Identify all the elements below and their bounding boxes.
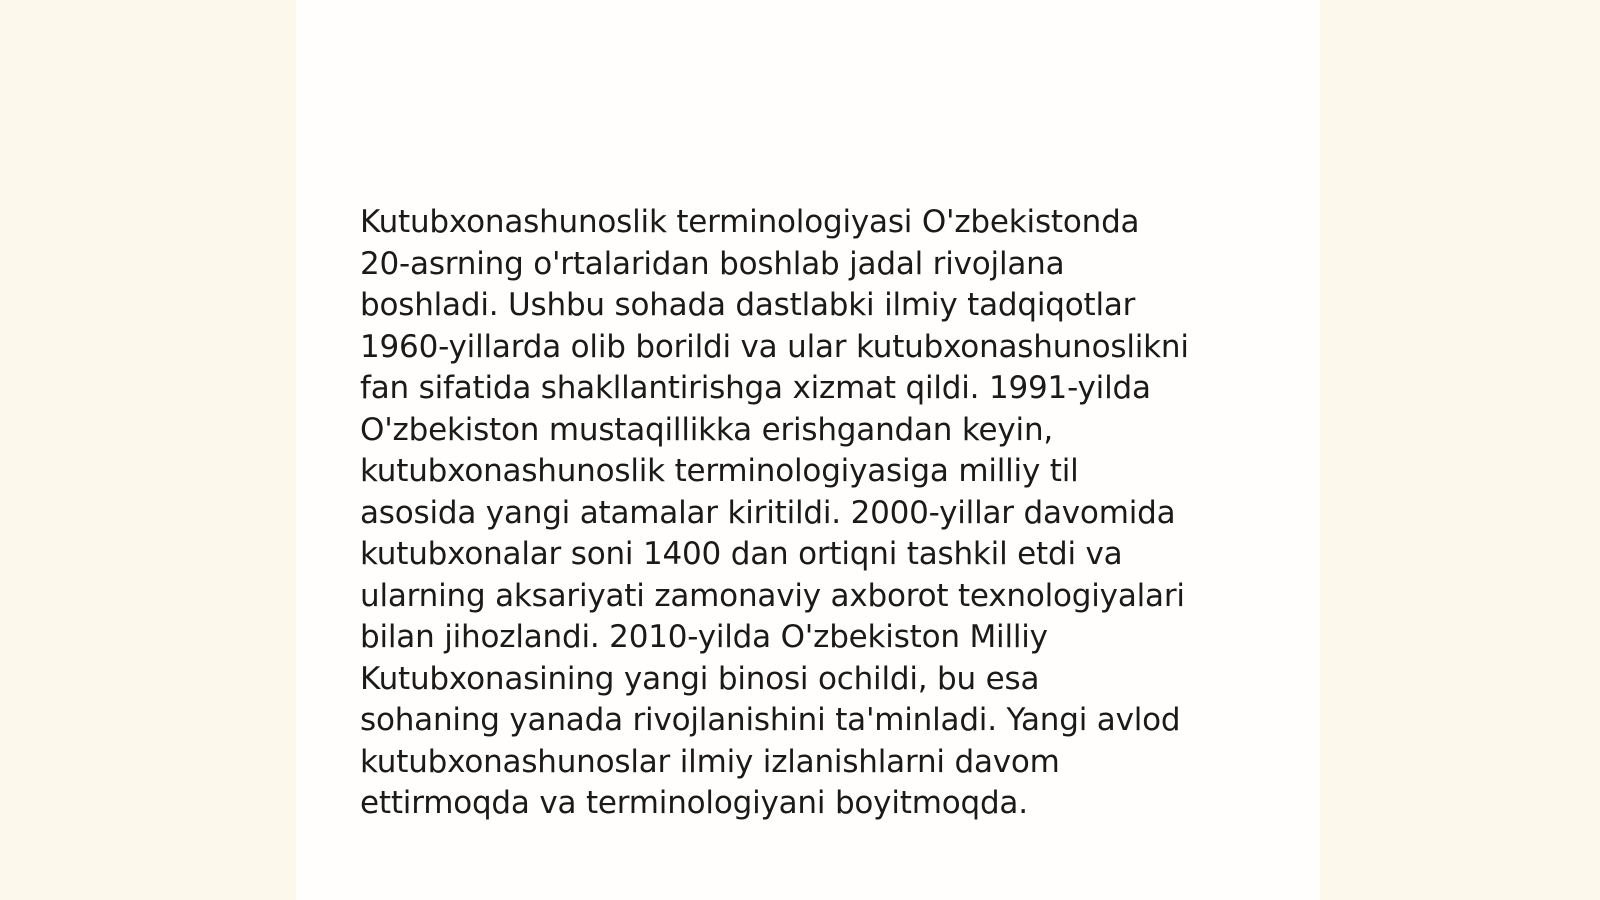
- paragraph-line: ettirmoqda va terminologiyani boyitmoqda.: [360, 785, 1028, 821]
- paragraph-line: ularning aksariyati zamonaviy axborot texnologiyalari: [360, 577, 1185, 614]
- paragraph-line: kutubxonalar soni 1400 dan ortiqni tashkil etdi va: [360, 536, 1123, 572]
- paragraph-line: O'zbekiston mustaqillikka erishgandan keyin,: [360, 411, 1054, 448]
- paragraph-line: 20-asrning o'rtalaridan boshlab jadal rivojlana: [360, 245, 1065, 282]
- paragraph-line: boshladi. Ushbu sohada dastlabki ilmiy tadqiqotlar: [360, 287, 1136, 323]
- paragraph-line: bilan jihozlandi. 2010-yilda O'zbekiston Milliy: [360, 619, 1048, 655]
- body-paragraph: [360, 202, 1260, 825]
- paragraph-line: kutubxonashunoslar ilmiy izlanishlarni davom: [360, 743, 1060, 780]
- paragraph-line: kutubxonashunoslik terminologiyasiga milliy til: [360, 453, 1079, 489]
- paragraph-line: 1960-yillarda olib borildi va ular kutubxonashunoslikni: [360, 328, 1189, 365]
- paragraph-line: Kutubxonashunoslik terminologiyasi O'zbekistonda: [360, 204, 1140, 240]
- paragraph-line: asosida yangi atamalar kiritildi. 2000-yillar davomida: [360, 494, 1176, 531]
- document-page: [296, 0, 1320, 900]
- paragraph-line: fan sifatida shakllantirishga xizmat qildi. 1991-yilda: [360, 370, 1151, 406]
- paragraph-line: Kutubxonasining yangi binosi ochildi, bu esa: [360, 660, 1040, 697]
- paragraph-line: sohaning yanada rivojlanishini ta'minladi. Yangi avlod: [360, 702, 1181, 738]
